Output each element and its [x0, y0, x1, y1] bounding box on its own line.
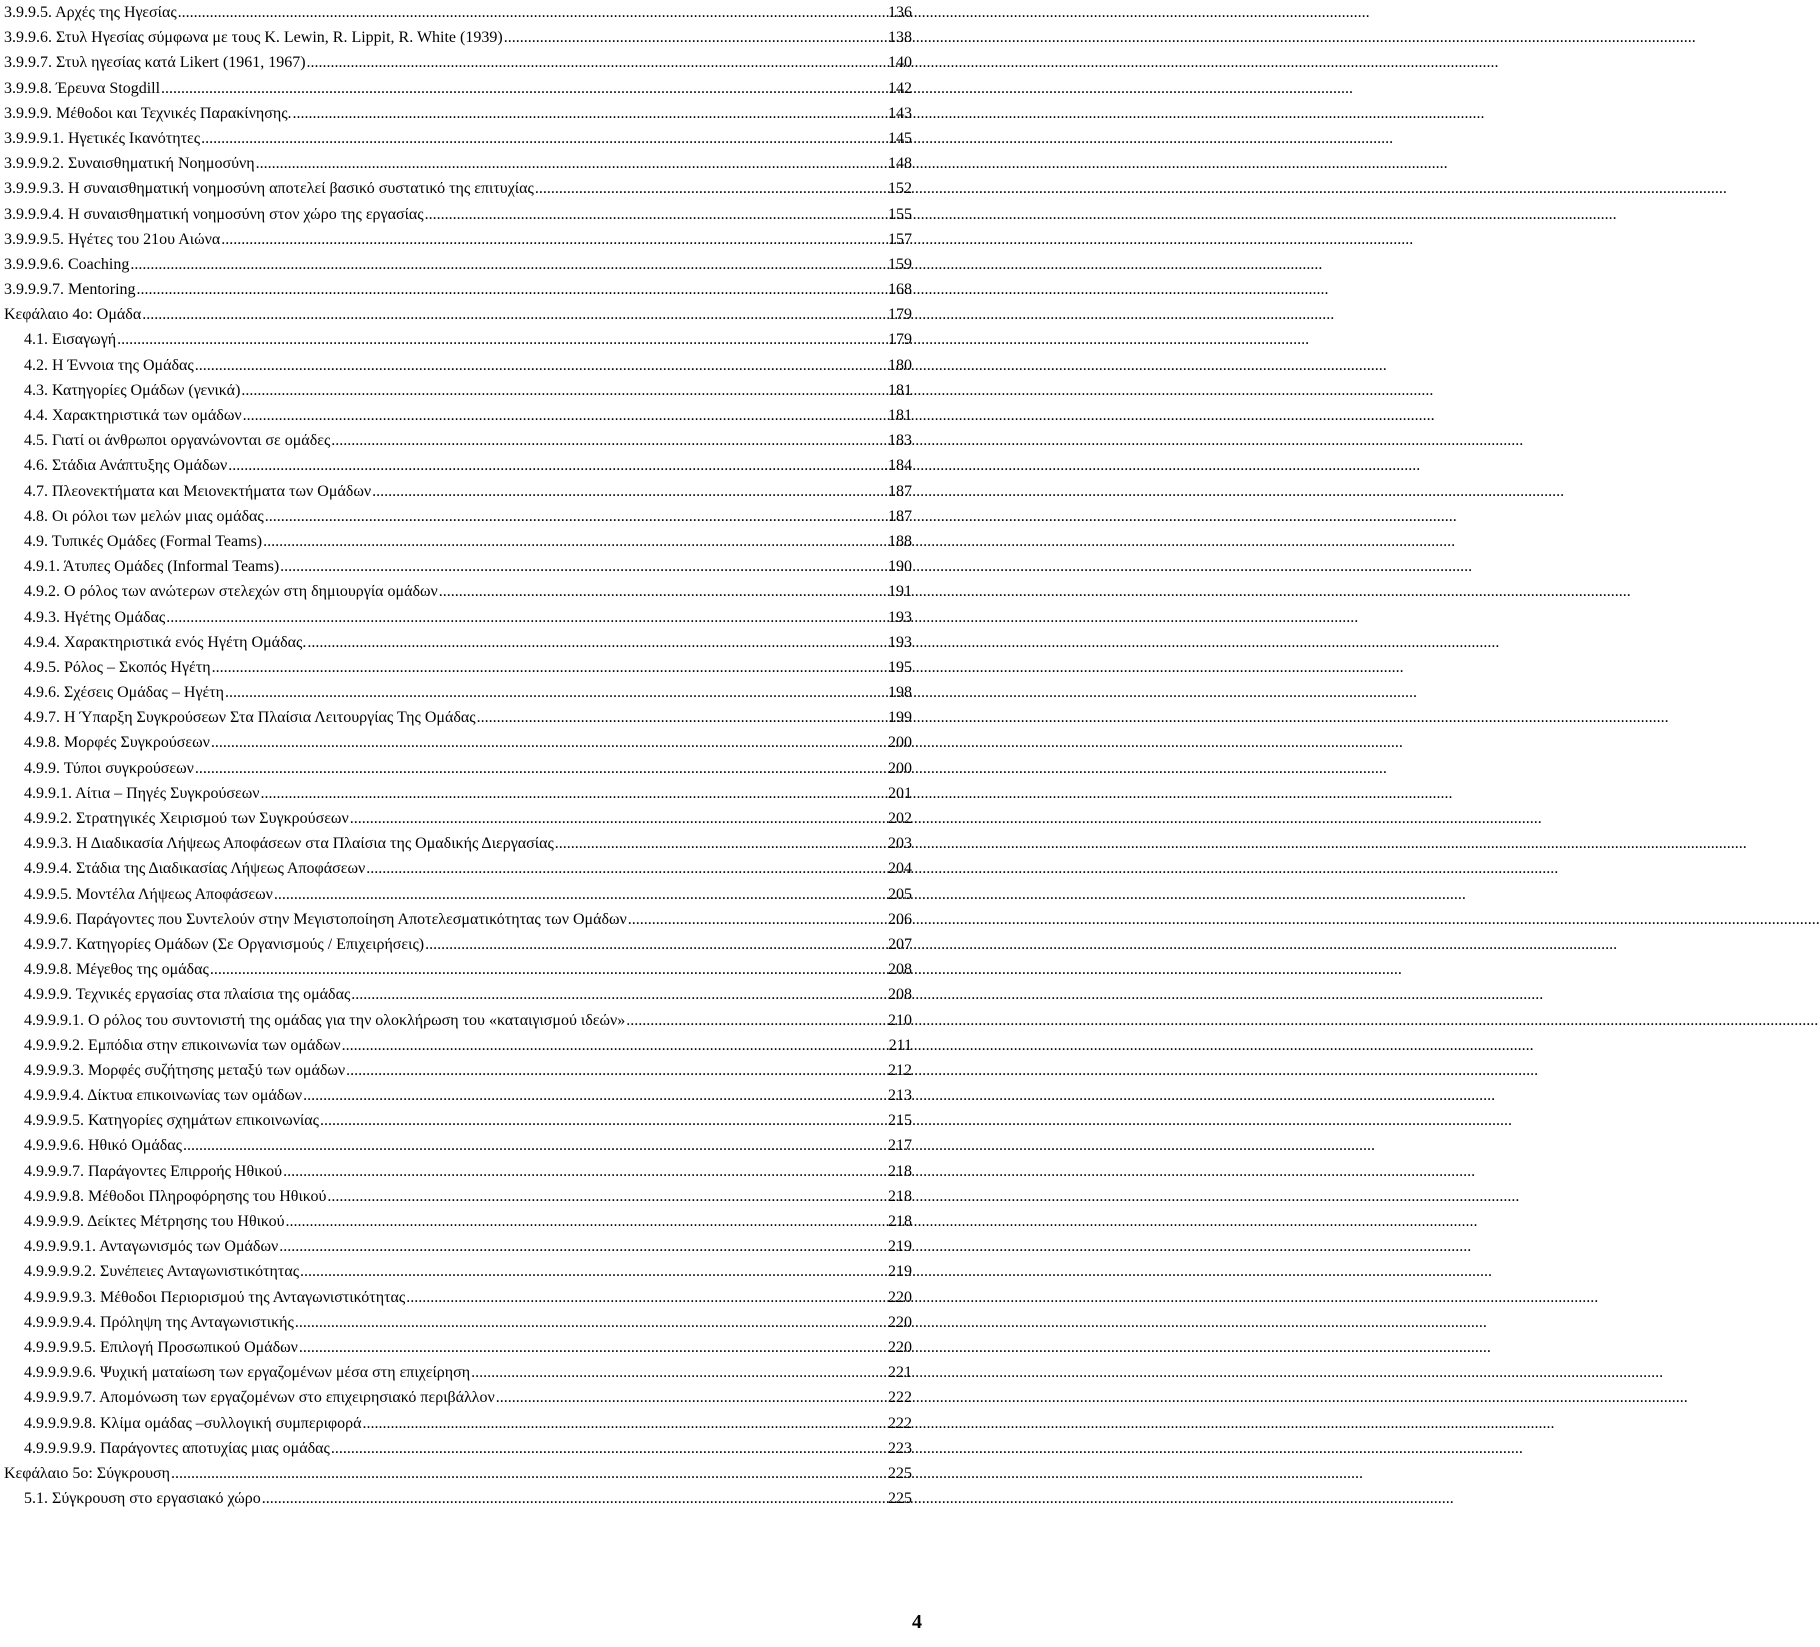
- dot-leader: [342, 1033, 888, 1058]
- toc-entry[interactable]: [4, 479, 912, 504]
- toc-entry-page: .184: [884, 457, 912, 475]
- toc-entry[interactable]: [4, 1360, 912, 1385]
- toc-entry-title: 3.9.9.9.1. Ηγετικές Ικανότητες: [4, 129, 201, 147]
- toc-entry-title: 4.9.9.9.9.4. Πρόληψη της Ανταγωνιστικής: [24, 1313, 294, 1331]
- toc-entry[interactable]: [4, 856, 912, 881]
- toc-entry-title: 4.9.1. Άτυπες Ομάδες (Informal Teams): [24, 558, 280, 576]
- toc-entry-page: 205: [888, 885, 912, 903]
- toc-entry-title: 4.5. Γιατί οι άνθρωποι οργανώνονται σε ομάδες: [24, 432, 331, 450]
- dot-leader: [300, 1259, 887, 1284]
- toc-entry[interactable]: [4, 957, 912, 982]
- toc-entry-page: 200: [888, 734, 912, 752]
- toc-entry-page: 202: [888, 810, 912, 827]
- toc-entry-page: 181: [888, 381, 912, 399]
- dot-leader: [241, 378, 887, 403]
- dot-leader: [117, 327, 887, 352]
- toc-entry-title: 4.9.6. Σχέσεις Ομάδας – Ηγέτη: [24, 684, 225, 702]
- toc-entry[interactable]: [4, 50, 912, 75]
- toc-entry[interactable]: [4, 252, 912, 277]
- dot-leader: [372, 479, 887, 504]
- toc-entry[interactable]: [4, 176, 912, 201]
- dot-leader: [346, 1058, 887, 1083]
- toc-entry[interactable]: [4, 705, 912, 730]
- toc-entry[interactable]: [4, 101, 912, 126]
- toc-entry[interactable]: [4, 655, 912, 680]
- toc-entry-title: 4.9.9.9.9.8. Κλίμα ομάδας –συλλογική συμπεριφορά: [24, 1414, 362, 1432]
- toc-entry[interactable]: [4, 1033, 912, 1058]
- dot-leader: [243, 403, 887, 428]
- dot-leader: [137, 277, 887, 302]
- toc-entry[interactable]: [4, 554, 912, 579]
- toc-entry[interactable]: [4, 327, 912, 352]
- dot-leader: [212, 655, 887, 680]
- dot-leader: [142, 302, 887, 327]
- toc-entry-page: 195: [888, 658, 912, 676]
- dot-leader: [161, 76, 887, 101]
- toc-entry-page: 187: [888, 507, 912, 525]
- dot-leader: [366, 856, 887, 881]
- toc-entry[interactable]: [4, 605, 912, 630]
- toc-entry[interactable]: [4, 529, 912, 554]
- toc-entry-page: 136: [888, 4, 912, 21]
- toc-entry-page: 138: [888, 29, 912, 47]
- toc-entry-title: 4.7. Πλεονεκτήματα και Μειονεκτήματα των Ομάδων: [24, 482, 372, 500]
- toc-entry[interactable]: [4, 1285, 912, 1310]
- toc-entry-title: 4.9.9.3. Η Διαδικασία Λήψεως Αποφάσεων στα Πλαίσια της Ομαδικής Διεργασίας: [24, 835, 554, 853]
- dot-leader: [195, 756, 887, 781]
- toc-entry-page: 145: [888, 129, 912, 147]
- toc-entry-title: 4.9.5. Ρόλος – Σκοπός Ηγέτη: [24, 658, 211, 676]
- toc-entry[interactable]: [4, 630, 912, 655]
- toc-entry-title: 4.9.3. Ηγέτης Ομάδας: [24, 608, 166, 626]
- toc-entry[interactable]: [4, 1184, 912, 1209]
- toc-entry-title: 4.6. Στάδια Ανάπτυξης Ομάδων: [24, 457, 228, 475]
- toc-entry-title: 4.9.9.9.2. Εμπόδια στην επικοινωνία των ομάδων: [24, 1036, 341, 1054]
- toc-entry-page: 155: [888, 205, 912, 223]
- dot-leader: [261, 781, 887, 806]
- toc-entry-title: 4.9.9.9.5. Κατηγορίες σχημάτων επικοινωνίας: [24, 1112, 319, 1130]
- dot-leader: [279, 1234, 887, 1259]
- toc-entry-title: 4.3. Κατηγορίες Ομάδων (γενικά): [24, 381, 241, 399]
- toc-entry-page: 210: [888, 1011, 912, 1029]
- toc-entry[interactable]: [4, 453, 912, 478]
- toc-entry[interactable]: [4, 1209, 912, 1234]
- dot-leader: [166, 605, 887, 630]
- toc-entry[interactable]: [4, 1108, 912, 1133]
- dot-leader: [263, 529, 887, 554]
- toc-entry-page: 200: [888, 759, 912, 777]
- toc-entry-page: 157: [888, 230, 912, 248]
- toc-entry-page: 207: [888, 935, 912, 953]
- dot-leader: [178, 0, 887, 25]
- toc-entry-page: 217: [888, 1137, 912, 1155]
- toc-entry-title: 4.9.9.9.9.9. Παράγοντες αποτυχίας μιας ομάδας: [24, 1439, 330, 1457]
- dot-leader: [362, 1411, 887, 1436]
- dot-leader: [307, 630, 887, 655]
- toc-entry-page: 220: [888, 1313, 912, 1331]
- toc-entry-title: 4.9.9.9.9.5. Επιλογή Προσωπικού Ομάδων: [24, 1338, 298, 1356]
- dot-leader: [286, 1209, 887, 1234]
- dot-leader: [274, 882, 887, 907]
- toc-entry-page: 142: [888, 79, 912, 97]
- toc-entry-title: Κεφάλαιο 5ο: Σύγκρουση: [4, 1464, 171, 1482]
- toc-entry[interactable]: [4, 831, 912, 856]
- toc-entry-title: 4.9.9.9.4. Δίκτυα επικοινωνίας των ομάδων: [24, 1087, 303, 1105]
- toc-entry-page: 152: [888, 180, 912, 198]
- toc-entry-title: 4.9.9.9.1. Ο ρόλος του συντονιστή της ομάδας για την ολοκλήρωση του «καταιγισμού ιδεών»: [24, 1011, 626, 1029]
- dot-leader: [195, 353, 887, 378]
- toc-entry-title: 4.9.7. Η Ύπαρξη Συγκρούσεων Στα Πλαίσια Λειτουργίας Της Ομάδας: [24, 709, 476, 727]
- toc-entry-page: 190: [888, 558, 912, 576]
- toc-entry[interactable]: [4, 756, 912, 781]
- dot-leader: [439, 579, 887, 604]
- dot-leader: [425, 932, 887, 957]
- dot-leader: [471, 1360, 887, 1385]
- toc-entry-page: 201: [888, 784, 912, 802]
- toc-entry-page: 215: [888, 1112, 912, 1130]
- toc-entry-page: 159: [888, 255, 912, 273]
- toc-entry[interactable]: [4, 579, 912, 604]
- toc-entry-title: 4.9.9.2. Στρατηγικές Χειρισμού των Συγκρούσεων: [24, 810, 349, 827]
- toc-entry[interactable]: [4, 428, 912, 453]
- dot-leader: [210, 957, 887, 982]
- toc-entry-page: 218: [888, 1187, 912, 1205]
- dot-leader: [496, 1385, 887, 1410]
- toc-entry-page: 222: [888, 1389, 912, 1407]
- dot-leader: [221, 227, 887, 252]
- toc-entry[interactable]: [4, 0, 912, 25]
- toc-entry-page: 225: [888, 1464, 912, 1482]
- toc-entry-page: 206: [888, 910, 912, 928]
- toc-entry-page: 223: [888, 1439, 912, 1457]
- toc-entry[interactable]: [4, 1486, 912, 1511]
- toc-entry[interactable]: [4, 781, 912, 806]
- toc-entry-title: 4.9.9.9.3. Μορφές συζήτησης μεταξύ των ομάδων: [24, 1061, 346, 1079]
- toc-entry-page: 193: [888, 608, 912, 626]
- toc-entry-title: 4.4. Χαρακτηριστικά των ομάδων: [24, 407, 242, 424]
- dot-leader: [201, 126, 887, 151]
- toc-entry[interactable]: [4, 982, 912, 1007]
- toc-entry-title: 4.9.9.1. Αίτια – Πηγές Συγκρούσεων: [24, 784, 260, 802]
- toc-entry-title: 3.9.9.7. Στυλ ηγεσίας κατά Likert (1961, 1967): [4, 54, 306, 72]
- toc-entry[interactable]: [4, 227, 912, 252]
- dot-leader: [280, 554, 887, 579]
- toc-entry-page: 203: [888, 835, 912, 853]
- toc-entry-title: 4.9.9.8. Μέγεθος της ομάδας: [24, 961, 209, 979]
- dot-leader: [295, 1310, 887, 1335]
- toc-entry[interactable]: [4, 25, 912, 50]
- toc-entry-title: 4.1. Εισαγωγή: [24, 331, 117, 349]
- dot-leader: [265, 504, 887, 529]
- dot-leader: [350, 806, 887, 831]
- toc-entry[interactable]: [4, 1411, 912, 1436]
- toc-entry-page: 183: [888, 432, 912, 450]
- dot-leader: [331, 428, 887, 453]
- toc-entry-title: 4.9.9.9.7. Παράγοντες Επιρροής Ηθικού: [24, 1162, 283, 1180]
- toc-entry[interactable]: [4, 932, 912, 957]
- toc-entry-page: 211: [888, 1036, 912, 1054]
- toc-entry-title: 3.9.9.5. Αρχές της Ηγεσίας: [4, 4, 177, 21]
- toc-entry-page: 180: [888, 356, 912, 374]
- toc-entry-page: 213: [888, 1087, 912, 1105]
- toc-entry-title: 4.9.9.9.9.1. Ανταγωνισμός των Ομάδων: [24, 1238, 279, 1256]
- dot-leader: [299, 1335, 887, 1360]
- toc-entry-title: 4.9.9.7. Κατηγορίες Ομάδων (Σε Οργανισμούς / Επιχειρήσεις): [24, 935, 425, 953]
- toc-entry-title: 3.9.9.9.3. Η συναισθηματική νοημοσύνη αποτελεί βασικό συστατικό της επιτυχίας: [4, 180, 534, 198]
- dot-leader: [425, 202, 887, 227]
- toc-entry-title: 4.9.9.4. Στάδια της Διαδικασίας Λήψεως Αποφάσεων: [24, 860, 366, 878]
- toc-entry-page: 219: [888, 1263, 912, 1281]
- toc-entry[interactable]: [4, 730, 912, 755]
- toc-entry-page: 143: [888, 104, 912, 122]
- toc-entry-title: 3.9.9.9.6. Coaching: [4, 255, 130, 273]
- dot-leader: [406, 1285, 887, 1310]
- toc-entry-title: 3.9.9.9.5. Ηγέτες του 21ου Αιώνα: [4, 230, 221, 248]
- toc-entry[interactable]: [4, 126, 912, 151]
- page-number: 4: [912, 1611, 922, 1633]
- toc-entry[interactable]: [4, 882, 912, 907]
- toc-entry[interactable]: [4, 1259, 912, 1284]
- toc-entry-title: 3.9.9.9.4. Η συναισθηματική νοημοσύνη στον χώρο της εργασίας: [4, 205, 424, 223]
- dot-leader: [283, 1159, 887, 1184]
- dot-leader: [262, 1486, 887, 1511]
- toc-entry-page: 220: [888, 1338, 912, 1356]
- toc-entry[interactable]: [4, 277, 912, 302]
- dot-leader: [307, 50, 887, 75]
- toc-entry[interactable]: [4, 1133, 912, 1158]
- toc-entry[interactable]: [4, 680, 912, 705]
- toc-entry-title: 4.9.9.9.8. Μέθοδοι Πληροφόρησης του Ηθικού: [24, 1187, 327, 1205]
- dot-leader: [504, 25, 887, 50]
- toc-entry[interactable]: [4, 1058, 912, 1083]
- toc-entry-page: 204: [888, 860, 912, 878]
- toc-entry-page: 193: [888, 633, 912, 651]
- toc-entry-page: 179: [888, 306, 912, 324]
- toc-entry-title: 4.9.8. Μορφές Συγκρούσεων: [24, 734, 210, 752]
- toc-entry-page: 188: [888, 532, 912, 550]
- toc-entry-page: 208: [888, 986, 912, 1004]
- toc-entry[interactable]: [4, 1335, 912, 1360]
- toc-entry[interactable]: [4, 151, 912, 176]
- toc-entry-title: 4.9.9.6. Παράγοντες που Συντελούν στην Μεγιστοποίηση Αποτελεσματικότητας των Ομάδων: [24, 910, 627, 928]
- toc-entry-title: 3.9.9.9.2. Συναισθηματική Νοημοσύνη: [4, 155, 255, 173]
- toc-entry-page: 179: [888, 331, 912, 349]
- dot-leader: [225, 680, 887, 705]
- toc-entry-page: 187: [888, 482, 912, 500]
- toc-entry[interactable]: [4, 403, 912, 428]
- toc-entry[interactable]: [4, 353, 912, 378]
- toc-entry[interactable]: [4, 1083, 912, 1108]
- toc-entry-page: 221: [888, 1364, 912, 1382]
- toc-entry-title: 3.9.9.9.7. Mentoring: [4, 281, 136, 299]
- toc-entry-title: Κεφάλαιο 4ο: Ομάδα: [4, 306, 142, 324]
- dot-leader: [256, 151, 887, 176]
- toc-entry-title: 5.1. Σύγκρουση στο εργασιακό χώρο: [24, 1490, 261, 1508]
- toc-entry-page: 222: [888, 1414, 912, 1432]
- toc-entry[interactable]: [4, 1310, 912, 1335]
- toc-entry-title: 4.9.4. Χαρακτηριστικά ενός Ηγέτη Ομάδας.: [24, 633, 307, 651]
- dot-leader: [628, 907, 887, 932]
- toc-entry-title: 4.9.9.9.9.2. Συνέπειες Ανταγωνιστικότητας: [24, 1263, 300, 1281]
- toc-entry-page: 198: [888, 684, 912, 702]
- dot-leader: [535, 176, 887, 201]
- toc-entry[interactable]: [4, 1385, 912, 1410]
- toc-entry[interactable]: [4, 1461, 912, 1486]
- dot-leader: [327, 1184, 887, 1209]
- toc-entry-page: 225: [888, 1490, 912, 1508]
- toc-entry[interactable]: [4, 76, 912, 101]
- toc-entry-title: 3.9.9.6. Στυλ Ηγεσίας σύμφωνα με τους K. Lewin, R. Lippit, R. White (1939): [4, 29, 503, 47]
- toc-entry-page: 191: [888, 583, 912, 601]
- dot-leader: [331, 1436, 887, 1461]
- toc-entry-page: 208: [888, 961, 912, 979]
- dot-leader: [130, 252, 887, 277]
- table-of-contents: [4, 0, 912, 1511]
- dot-leader: [211, 730, 887, 755]
- toc-entry-page: 199: [888, 709, 912, 727]
- toc-entry-title: 4.9.9.9.9.3. Μέθοδοι Περιορισμού της Ανταγωνιστικότητας: [24, 1288, 406, 1306]
- toc-entry[interactable]: [4, 1234, 912, 1259]
- toc-entry-page: 218: [888, 1162, 912, 1180]
- toc-entry-title: 4.9.9.5. Μοντέλα Λήψεως Αποφάσεων: [24, 885, 273, 903]
- toc-entry-title: 4.9.9.9.6. Ηθικό Ομάδας: [24, 1137, 183, 1155]
- toc-entry[interactable]: [4, 806, 912, 831]
- toc-entry-page: 140: [888, 54, 912, 72]
- toc-entry-title: 4.9.9.9.9.6. Ψυχική ματαίωση των εργαζομένων μέσα στη επιχείρηση: [24, 1364, 471, 1382]
- toc-entry-title: 4.9.9.9. Τεχνικές εργασίας στα πλαίσια της ομάδας: [24, 986, 351, 1004]
- toc-entry[interactable]: [4, 1159, 912, 1184]
- toc-entry-title: 4.9.9.9.9. Δείκτες Μέτρησης του Ηθικού: [24, 1213, 285, 1230]
- toc-entry-title: 4.2. Η Έννοια της Ομάδας: [24, 356, 194, 374]
- toc-entry[interactable]: [4, 1008, 912, 1033]
- toc-entry-title: 4.9.2. Ο ρόλος των ανώτερων στελεχών στη δημιουργία ομάδων: [24, 583, 438, 601]
- dot-leader: [228, 453, 883, 478]
- dot-leader: [555, 831, 887, 856]
- toc-entry-title: 3.9.9.9. Μέθοδοι και Τεχνικές Παρακίνησης.: [4, 104, 292, 122]
- toc-entry-title: 4.8. Οι ρόλοι των μελών μιας ομάδας: [24, 507, 264, 525]
- toc-entry[interactable]: [4, 907, 912, 932]
- toc-entry[interactable]: [4, 504, 912, 529]
- toc-entry[interactable]: [4, 378, 912, 403]
- toc-entry[interactable]: [4, 1436, 912, 1461]
- toc-entry-title: 4.9. Τυπικές Ομάδες (Formal Teams): [24, 532, 263, 550]
- dot-leader: [351, 982, 887, 1007]
- dot-leader: [477, 705, 887, 730]
- toc-entry-page: 219: [888, 1238, 912, 1256]
- dot-leader: [626, 1008, 887, 1033]
- toc-entry[interactable]: [4, 202, 912, 227]
- dot-leader: [171, 1461, 887, 1486]
- toc-entry-page: 181: [888, 407, 912, 424]
- toc-entry-page: 168: [888, 281, 912, 299]
- dot-leader: [320, 1108, 887, 1133]
- toc-entry-page: 218: [888, 1213, 912, 1230]
- toc-entry-title: 4.9.9. Τύποι συγκρούσεων: [24, 759, 194, 777]
- dot-leader: [183, 1133, 887, 1158]
- dot-leader: [303, 1083, 887, 1108]
- toc-entry-title: 4.9.9.9.9.7. Απομόνωση των εργαζομένων στο επιχειρησιακό περιβάλλον: [24, 1389, 495, 1407]
- toc-entry-page: 148: [888, 155, 912, 173]
- toc-entry-title: 3.9.9.8. Έρευνα Stogdill: [4, 79, 161, 97]
- toc-entry-page: 212: [888, 1061, 912, 1079]
- toc-entry[interactable]: [4, 302, 912, 327]
- dot-leader: [293, 101, 887, 126]
- toc-entry-page: 220: [888, 1288, 912, 1306]
